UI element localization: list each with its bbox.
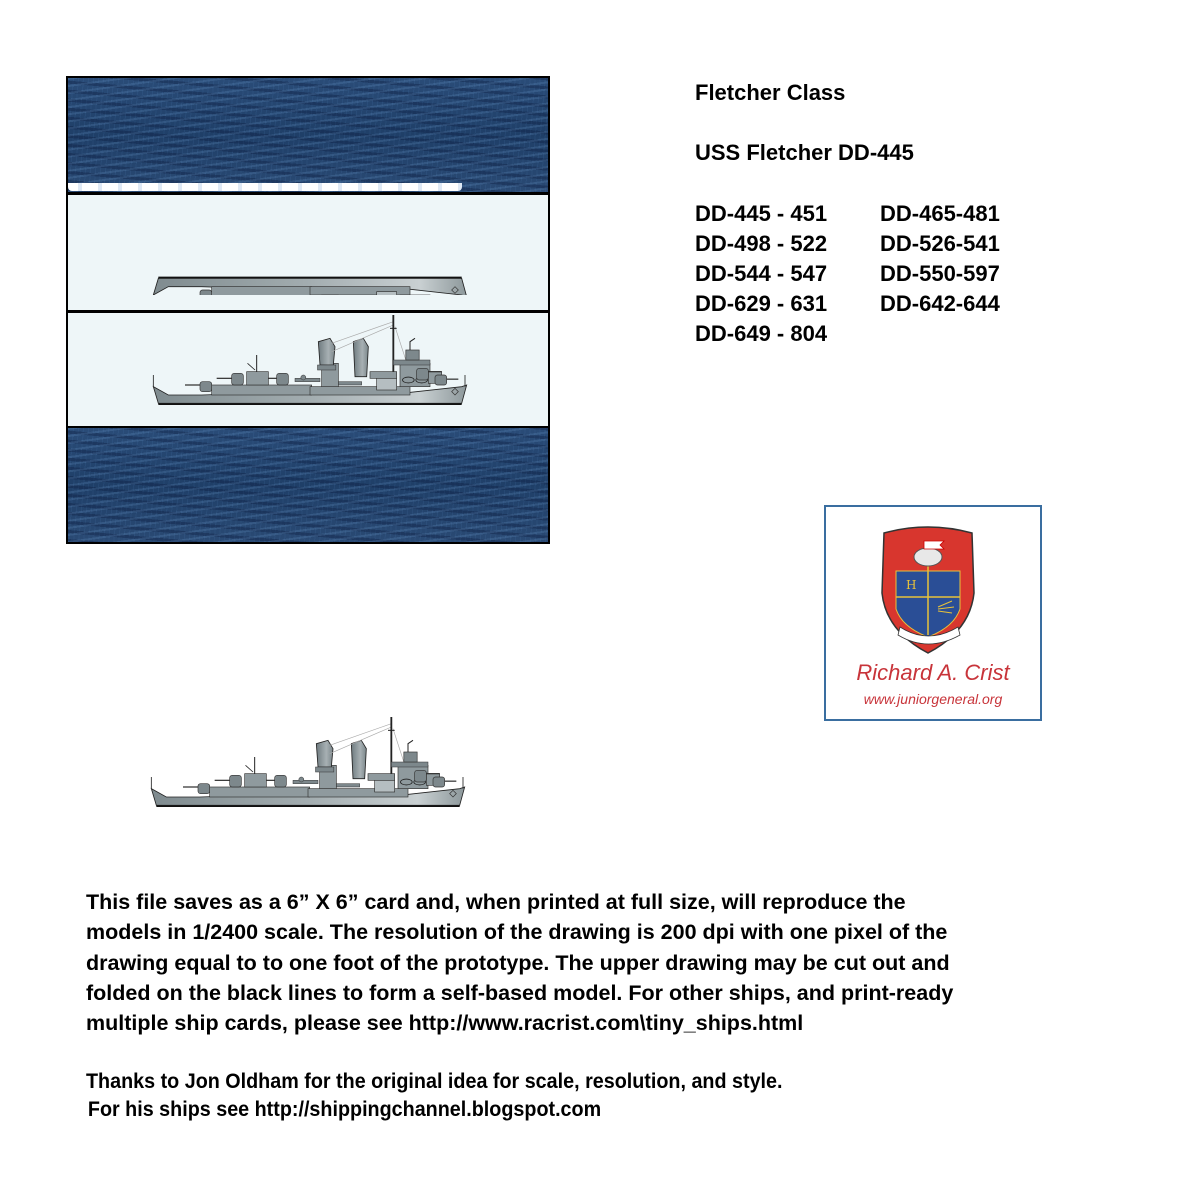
sea-panel-bottom bbox=[68, 428, 548, 542]
wake-foam-top bbox=[68, 183, 462, 191]
description-line: This file saves as a 6” X 6” card and, when printed at full size, will reproduce the bbox=[86, 890, 906, 914]
credits-link-line: For his ships see http://shippingchannel.blogspot.com bbox=[87, 1098, 602, 1121]
shield-crest-icon bbox=[878, 523, 978, 655]
fold-model-card bbox=[66, 76, 550, 544]
description-line: multiple ship cards, please see http://www.racrist.com\tiny_ships.html bbox=[86, 1011, 804, 1036]
author-website: www.juniorgeneral.org bbox=[863, 691, 1003, 707]
credits-text bbox=[86, 1068, 783, 1124]
hull-range: DD-550-597 bbox=[880, 261, 1000, 286]
description-line: folded on the black lines to form a self-based model. For other ships, and print-ready bbox=[86, 980, 954, 1005]
author-logo bbox=[824, 505, 1042, 721]
credits-line: Thanks to Jon Oldham for the original idea for scale, resolution, and style. bbox=[86, 1070, 783, 1093]
description-text bbox=[86, 887, 1126, 1038]
ship-profile bbox=[120, 310, 500, 410]
hull-range: DD-465-481 bbox=[880, 201, 1000, 226]
ship-title: USS Fletcher DD-445 bbox=[695, 140, 914, 165]
hull-range: DD-642-644 bbox=[880, 291, 1000, 316]
hull-number-list bbox=[695, 200, 1040, 347]
hull-range bbox=[880, 320, 1040, 347]
hull-range: DD-526-541 bbox=[880, 231, 1000, 256]
description-line: drawing equal to to one foot of the prototype. The upper drawing may be cut out and bbox=[86, 950, 950, 975]
ship-profile-standalone bbox=[118, 712, 498, 812]
sea-panel-top bbox=[68, 78, 548, 192]
hull-range: DD-498 - 522 bbox=[695, 231, 828, 256]
hull-range: DD-445 - 451 bbox=[695, 201, 828, 226]
svg-text:H: H bbox=[906, 578, 917, 592]
description-line: models in 1/2400 scale. The resolution of the drawing is 200 dpi with one pixel of the bbox=[86, 920, 948, 945]
author-name: Richard A. Crist bbox=[856, 660, 1010, 685]
hull-range: DD-544 - 547 bbox=[695, 261, 828, 286]
ship-profile-inverted bbox=[120, 195, 500, 295]
hull-range: DD-649 - 804 bbox=[695, 321, 828, 346]
hull-range: DD-629 - 631 bbox=[695, 291, 828, 316]
class-title: Fletcher Class bbox=[695, 80, 846, 105]
